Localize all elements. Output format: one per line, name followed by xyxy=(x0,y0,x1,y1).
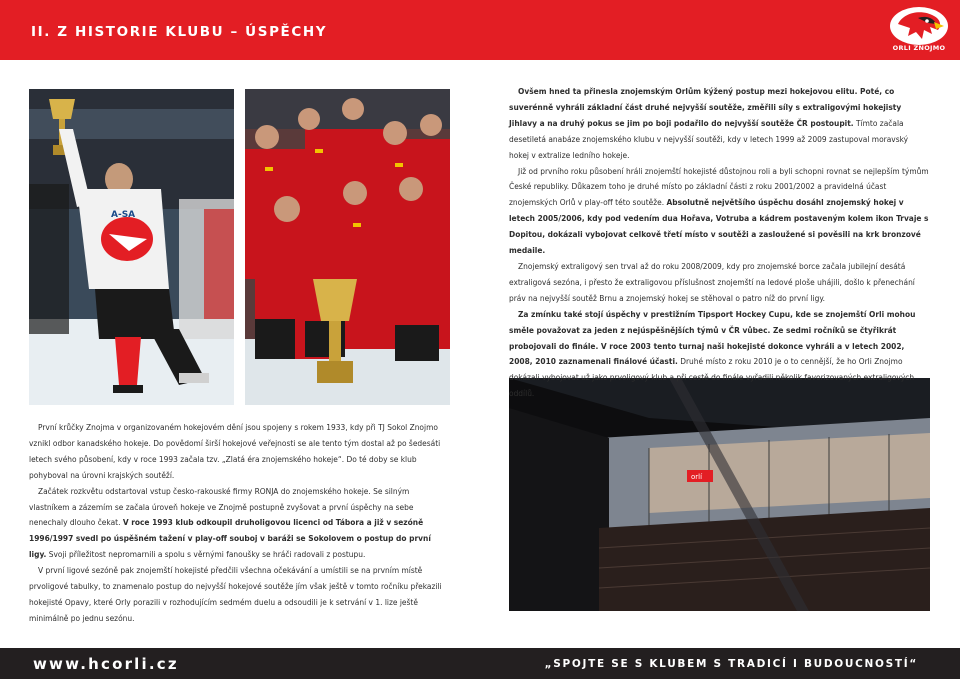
footer-website-url[interactable]: www.hcorli.cz xyxy=(33,655,179,673)
paragraph xyxy=(29,484,450,564)
orli-znojmo-logo xyxy=(888,6,950,56)
text-run: Již od prvního roku působení hráli znojemští hokejisté důstojnou roli a byli schopni rovnat se nejlepším týmům České republiky. Důkazem toho je druhé místo po základní části z roku 2001/2002 a pravidelná účast znojemských Orlů v play-off této soutěže. xyxy=(509,165,929,208)
arena-banner-text: orlí xyxy=(691,473,703,481)
text-run: Začátek rozkvětu odstartoval vstup česko-rakouské firmy RONJA do znojemského hokeje. Se silným vlastníkem a zázemím se začala úroveň hokeje ve Znojmě postupně zvyšovat a první úspěchy na sebe nenechaly dlouho čekat. xyxy=(29,485,414,528)
page-title: II. Z HISTORIE KLUBU – ÚSPĚCHY xyxy=(31,24,328,40)
logo-text: ORLI ZNOJMO xyxy=(892,44,946,52)
bold-text-run: Ovšem hned ta přinesla znojemským Orlům kýžený postup mezi hokejovou elitu. Poté, co suverénně vyhráli základní část druhé nejvyšší soutěže, změřili síly s extraligovými hokejisty Jihlavy a na druhý pokus se jim po boji podařilo do nejvyšší soutěže ČR postoupit. xyxy=(509,86,902,128)
text-run: První krůčky Znojma v organizovaném hokejovém dění jsou spojeny s rokem 1933, kdy při TJ Sokol Znojmo vznikl odbor kanadského hokeje. Do povědomí širší hokejové veřejnosti se ale tento tým dostal až po šedesáti letech svého působení, kdy v roce 1993 začala tzv. „Zlatá éra znojemského hokeje“. Do té doby se klub pohyboval na úrovni krajských soutěží. xyxy=(29,422,441,480)
bold-text-run: Za zmínku také stojí úspěchy v prestižním Tipsport Hockey Cupu, kde se znojemští Orli mohou směle považovat za jeden z nejúspěšnějších týmů v ČR vůbec. Ze sedmi ročníků se čtyřikrát probojovali do finále. V roce 2003 tento turnaj naši hokejisté dokonce vyhráli a v letech 2002, 2008, 2010 zaznamenali finálové účasti. xyxy=(509,308,916,367)
paragraph xyxy=(509,164,930,259)
photo-arena-interior xyxy=(509,378,930,611)
paragraph xyxy=(509,84,930,164)
bold-text-run: V roce 1993 klub odkoupil druholigovou licenci od Tábora a již v sezóně 1996/1997 svedl po úspěšném tažení v play-off souboj v baráži se Sokolovem o postup do první ligy. xyxy=(29,517,431,560)
photo-team-celebration xyxy=(245,89,450,405)
left-column-text xyxy=(29,420,450,627)
paragraph xyxy=(29,563,450,627)
footer-slogan: „SPOJTE SE S KLUBEM S TRADICÍ I BUDOUCNOSTÍ“ xyxy=(544,658,918,670)
eagle-head-icon xyxy=(888,6,950,46)
paragraph xyxy=(29,420,450,484)
photo-player-with-trophy xyxy=(29,89,234,405)
paragraph xyxy=(509,259,930,307)
right-column-text xyxy=(509,84,930,402)
text-run: Druhé místo z roku 2010 je o to cennější, že ho Orli Znojmo dokázali vybojovat už jako prvoligový klub a při cestě do finále vyřadili několik favorizovaných extraligových oddílů. xyxy=(509,356,915,399)
text-run: Znojemský extraligový sen trval až do roku 2008/2009, kdy pro znojemské borce začala jubilejní desátá extraligová sezóna, i přesto že extraligovou příslušnost znojemští na ledové ploše uhájili, došlo k přenechání práv na nejvyšší soutěž Brnu a znojemský hokej se stěhoval o patro níž do první ligy. xyxy=(509,260,915,303)
jersey-sponsor-text: A-SA xyxy=(111,210,136,220)
bold-text-run: Absolutně největšího úspěchu dosáhl znojemský hokej v letech 2005/2006, kdy pod vedením dua Hořava, Votruba a kádrem postaveným kolem ikon Trvaje s Dopitou, dokázali vybojovat celkově třetí místo v soutěži a zasloužené si pověsili na krk bronzové medaile. xyxy=(509,197,929,256)
text-run: Tímto začala desetiletá anabáze znojemského klubu v nejvyšší soutěži, kdy v letech 1999 až 2009 zastupoval moravský hokej v extralize ledního hokeje. xyxy=(509,117,909,160)
text-run: V první ligové sezóně pak znojemští hokejisté předčili všechna očekávání a umístili se na prvním místě prvoligové tabulky, to znamenalo postup do nejvyšší hokejové soutěže jím však ještě v tomto ročníku překazili hokejisté Opavy, které Orly porazili v rozhodujícím sedmém duelu a odsoudili je k setrvání v 1. lize ještě minimálně po jednu sezónu. xyxy=(29,565,442,623)
paragraph xyxy=(509,307,930,402)
text-run: Svoji příležitost nepromarnili a spolu s věrnými fanoušky se hráči radovali z postupu. xyxy=(46,549,366,560)
